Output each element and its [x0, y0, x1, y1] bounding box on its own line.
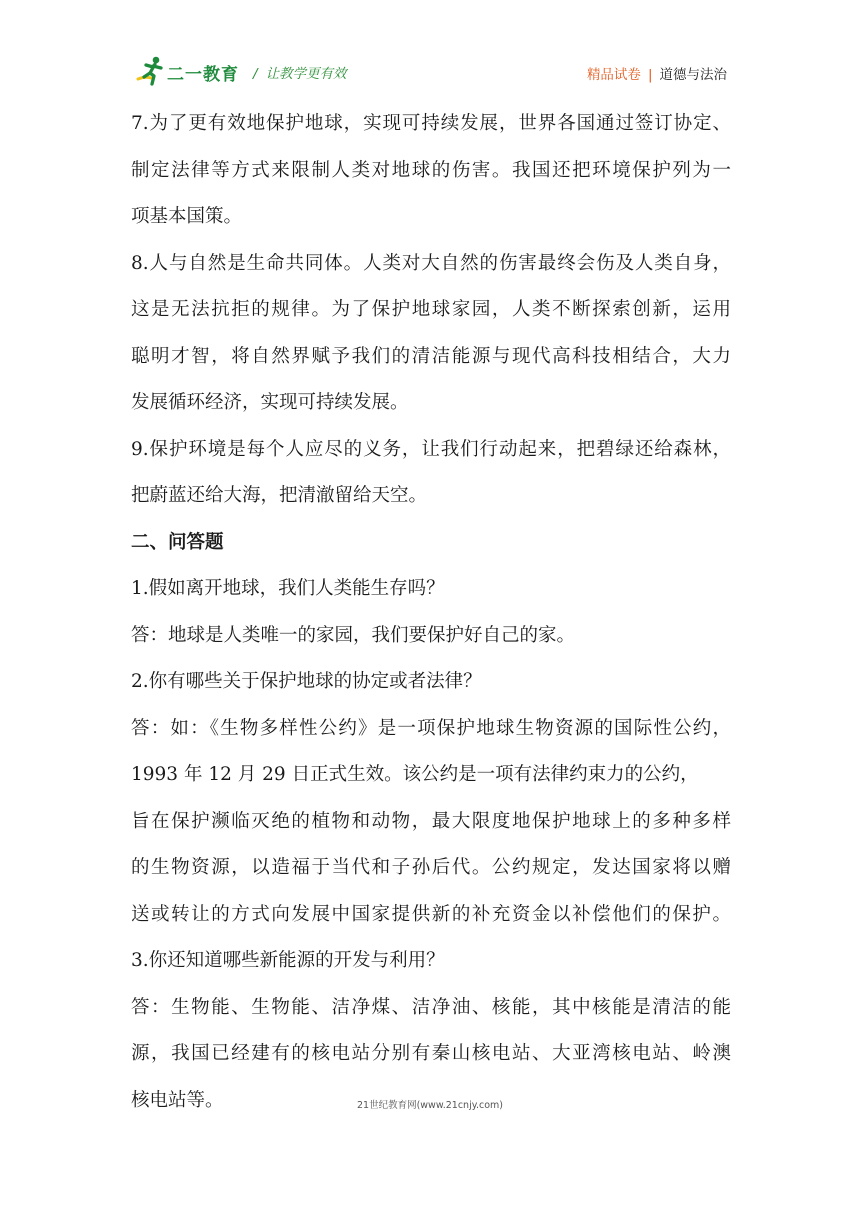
- text-line: 答：地球是人类唯一的家园，我们要保护好自己的家。: [131, 624, 576, 646]
- text-line: 7.为了更有效地保护地球，实现可持续发展，世界各国通过签订协定、: [131, 113, 731, 134]
- slogan-text: 让教学更有效: [265, 66, 347, 82]
- text-line: 发展循环经济，实现可持续发展。: [131, 392, 409, 413]
- runner-logo-icon: [135, 54, 169, 88]
- page-footer: 21世纪教育网(www.21cnjy.com): [356, 1100, 503, 1111]
- text-line: 源，我国已经建有的核电站分别有秦山核电站、大亚湾核电站、岭澳: [131, 1043, 731, 1064]
- subject-label: 道德与法治: [659, 67, 727, 83]
- text-line: 答：如：《生物多样性公约》是一项保护地球生物资源的国际性公约，: [131, 717, 731, 739]
- page-header: [135, 54, 727, 88]
- text-line: 9.保护环境是每个人应尽的义务，让我们行动起来，把碧绿还给森林，: [131, 438, 731, 460]
- text-line: 旨在保护濒临灭绝的植物和动物，最大限度地保护地球上的多种多样: [131, 810, 731, 832]
- text-line: 制定法律等方式来限制人类对地球的伤害。我国还把环境保护列为一: [131, 159, 731, 181]
- section-heading: 二、问答题: [131, 531, 224, 553]
- text-line: 把蔚蓝还给大海，把清澈留给天空。: [131, 485, 428, 506]
- header-tags: [587, 63, 727, 83]
- header-separator: |: [647, 67, 653, 83]
- brand-logo: [135, 54, 247, 88]
- text-line: 的生物资源，以造福于当代和子孙后代。公约规定，发达国家将以赠: [131, 857, 731, 878]
- text-line: 3.你还知道哪些新能源的开发与利用？: [131, 950, 445, 971]
- slogan: [253, 62, 347, 82]
- text-line: 1993 年 12 月 29 日正式生效。该公约是一项有法律约束力的公约，: [131, 764, 699, 785]
- text-line: 答：生物能、生物能、洁净煤、洁净油、核能，其中核能是清洁的能: [131, 996, 731, 1018]
- slogan-slash: /: [253, 66, 258, 82]
- text-line: 送或转让的方式向发展中国家提供新的补充资金以补偿他们的保护。: [131, 903, 731, 925]
- logo-text: 二一教育: [167, 65, 239, 85]
- category-label: 精品试卷: [586, 67, 641, 83]
- text-line: 2.你有哪些关于保护地球的协定或者法律？: [131, 671, 482, 692]
- text-line: 核电站等。: [131, 1089, 224, 1111]
- text-line: 这是无法抗拒的规律。为了保护地球家园，人类不断探索创新，运用: [131, 299, 731, 320]
- text-line: 1.假如离开地球，我们人类能生存吗？: [131, 578, 445, 599]
- document-body: [131, 108, 731, 1131]
- text-line: 8.人与自然是生命共同体。人类对大自然的伤害最终会伤及人类自身，: [131, 252, 731, 274]
- text-line: 聪明才智，将自然界赋予我们的清洁能源与现代高科技相结合，大力: [131, 345, 731, 367]
- text-line: 项基本国策。: [131, 206, 243, 227]
